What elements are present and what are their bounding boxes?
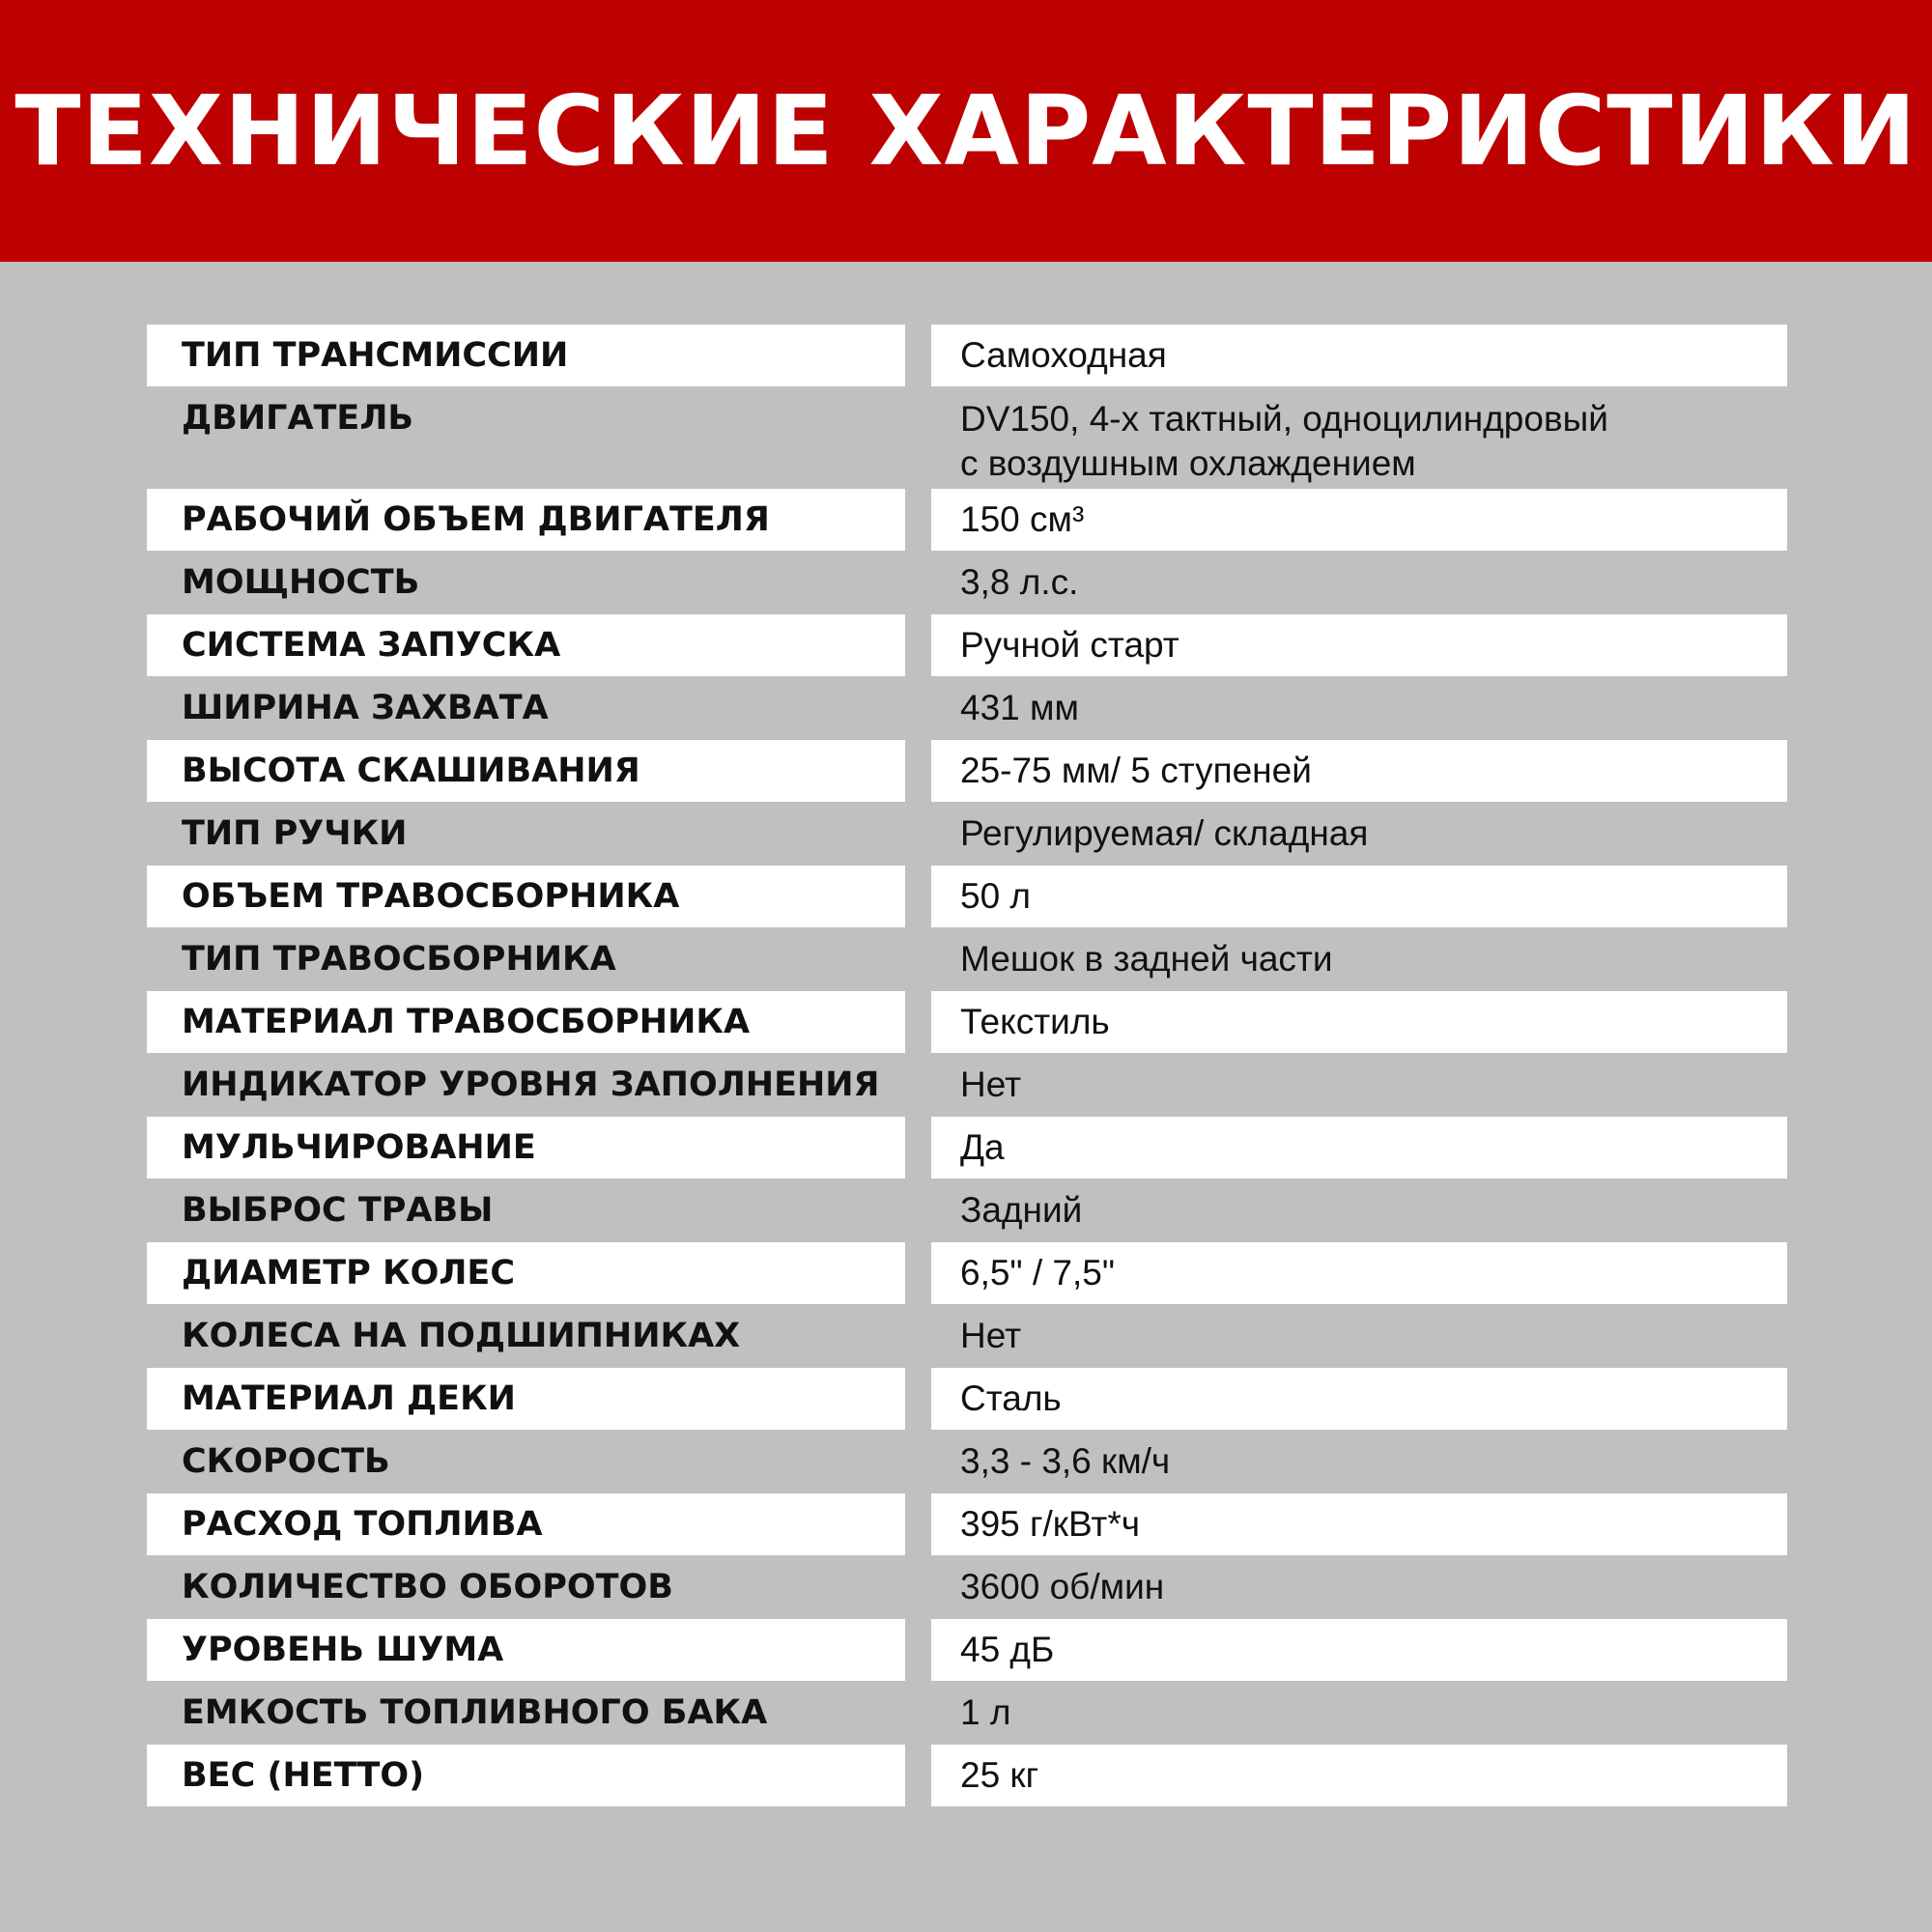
spec-value: 3,3 - 3,6 км/ч (960, 1441, 1171, 1481)
spec-label: ВЫСОТА СКАШИВАНИЯ (182, 752, 640, 790)
spec-row-wheel-bearings (147, 1305, 1787, 1367)
spec-value-line2: с воздушным охлаждением (960, 443, 1416, 483)
spec-label-cell (147, 1117, 905, 1179)
spec-value-cell (931, 740, 1787, 802)
spec-label: ТИП ТРАВОСБОРНИКА (182, 940, 616, 979)
spec-label: КОЛИЧЕСТВО ОБОРОТОВ (182, 1568, 673, 1606)
spec-label: ШИРИНА ЗАХВАТА (182, 689, 549, 727)
spec-row-fill-indicator (147, 1054, 1787, 1116)
spec-label-cell (147, 1179, 905, 1241)
spec-label: СИСТЕМА ЗАПУСКА (182, 626, 561, 665)
spec-value-cell (931, 866, 1787, 927)
spec-value: DV150, 4-х тактный, одноцилиндровый (960, 399, 1608, 439)
spec-value: Да (960, 1127, 1005, 1167)
spec-value: 25 кг (960, 1755, 1039, 1795)
spec-value-cell (931, 1054, 1787, 1116)
spec-label: ДИАМЕТР КОЛЕС (182, 1254, 516, 1293)
spec-value: 6,5" / 7,5" (960, 1253, 1115, 1293)
spec-value: 3600 об/мин (960, 1567, 1165, 1606)
spec-label: МОЩНОСТЬ (182, 563, 420, 602)
spec-row-displacement (147, 489, 1787, 551)
spec-label-cell (147, 1305, 905, 1367)
spec-value-cell (931, 489, 1787, 551)
spec-label-cell (147, 489, 905, 551)
spec-value-cell (931, 677, 1787, 739)
spec-row-transmission (147, 325, 1787, 386)
spec-value-cell (931, 1619, 1787, 1681)
spec-label: ЕМКОСТЬ ТОПЛИВНОГО БАКА (182, 1693, 768, 1732)
spec-value: Сталь (960, 1378, 1062, 1418)
spec-row-cutting-width (147, 677, 1787, 739)
spec-value-cell (931, 387, 1787, 488)
spec-label-cell (147, 1745, 905, 1806)
spec-row-discharge (147, 1179, 1787, 1241)
spec-value: Нет (960, 1316, 1022, 1355)
spec-label-cell (147, 1556, 905, 1618)
spec-row-catcher-material (147, 991, 1787, 1053)
spec-label-cell (147, 1619, 905, 1681)
spec-row-fuel-consumption (147, 1493, 1787, 1555)
spec-label-cell (147, 1242, 905, 1304)
spec-row-start-system (147, 614, 1787, 676)
spec-row-rpm (147, 1556, 1787, 1618)
spec-value: Мешок в задней части (960, 939, 1333, 979)
spec-value: Самоходная (960, 335, 1167, 375)
spec-label-cell (147, 1368, 905, 1430)
spec-label: ИНДИКАТОР УРОВНЯ ЗАПОЛНЕНИЯ (182, 1065, 880, 1104)
spec-label: ДВИГАТЕЛЬ (182, 399, 414, 438)
spec-label: ВЫБРОС ТРАВЫ (182, 1191, 494, 1230)
spec-label-cell (147, 677, 905, 739)
spec-label: МАТЕРИАЛ ДЕКИ (182, 1379, 516, 1418)
spec-value-cell (931, 928, 1787, 990)
spec-value: Ручной старт (960, 625, 1179, 665)
spec-label-cell (147, 740, 905, 802)
spec-row-catcher-volume (147, 866, 1787, 927)
spec-label: СКОРОСТЬ (182, 1442, 390, 1481)
spec-value-cell (931, 1493, 1787, 1555)
spec-value: 3,8 л.с. (960, 562, 1079, 602)
spec-row-mulching (147, 1117, 1787, 1179)
spec-value-cell (931, 1682, 1787, 1744)
spec-label: ТИП РУЧКИ (182, 814, 408, 853)
spec-row-deck-material (147, 1368, 1787, 1430)
spec-value: Регулируемая/ складная (960, 813, 1369, 853)
spec-label-cell (147, 928, 905, 990)
spec-label: ОБЪЕМ ТРАВОСБОРНИКА (182, 877, 680, 916)
spec-label-cell (147, 552, 905, 613)
spec-label-cell (147, 614, 905, 676)
spec-row-catcher-type (147, 928, 1787, 990)
spec-value-cell (931, 1368, 1787, 1430)
spec-row-power (147, 552, 1787, 613)
spec-value-cell (931, 1745, 1787, 1806)
spec-row-speed (147, 1431, 1787, 1492)
spec-label-cell (147, 325, 905, 386)
spec-value-cell (931, 1431, 1787, 1492)
spec-value-cell (931, 803, 1787, 865)
spec-value: 25-75 мм/ 5 ступеней (960, 751, 1312, 790)
spec-label: МУЛЬЧИРОВАНИЕ (182, 1128, 536, 1167)
spec-label-cell (147, 991, 905, 1053)
spec-label-cell (147, 1431, 905, 1492)
spec-value: Нет (960, 1065, 1022, 1104)
spec-value: 50 л (960, 876, 1032, 916)
spec-value-cell (931, 991, 1787, 1053)
spec-label-cell (147, 803, 905, 865)
spec-label-cell (147, 1682, 905, 1744)
spec-value: 1 л (960, 1692, 1011, 1732)
spec-row-net-weight (147, 1745, 1787, 1806)
spec-value-cell (931, 1179, 1787, 1241)
spec-value-cell (931, 614, 1787, 676)
spec-row-cutting-height (147, 740, 1787, 802)
spec-label: ТИП ТРАНСМИССИИ (182, 336, 569, 375)
spec-label: МАТЕРИАЛ ТРАВОСБОРНИКА (182, 1003, 751, 1041)
spec-row-noise-level (147, 1619, 1787, 1681)
spec-label: УРОВЕНЬ ШУМА (182, 1631, 504, 1669)
spec-value-cell (931, 1117, 1787, 1179)
spec-value: 150 см³ (960, 499, 1085, 539)
spec-value: 431 мм (960, 688, 1079, 727)
spec-label-cell (147, 1054, 905, 1116)
spec-value: 395 г/кВт*ч (960, 1504, 1141, 1544)
spec-label: РАСХОД ТОПЛИВА (182, 1505, 543, 1544)
spec-label-cell (147, 387, 905, 488)
spec-row-fuel-tank (147, 1682, 1787, 1744)
spec-row-engine (147, 387, 1787, 488)
spec-value-cell (931, 1305, 1787, 1367)
page-title: ТЕХНИЧЕСКИЕ ХАРАКТЕРИСТИКИ (14, 74, 1918, 187)
header-banner (0, 0, 1932, 262)
spec-value-cell (931, 1242, 1787, 1304)
spec-value-cell (931, 1556, 1787, 1618)
spec-label: КОЛЕСА НА ПОДШИПНИКАХ (182, 1317, 741, 1355)
spec-value: Задний (960, 1190, 1083, 1230)
spec-value-cell (931, 325, 1787, 386)
spec-label: РАБОЧИЙ ОБЪЕМ ДВИГАТЕЛЯ (182, 500, 770, 539)
spec-row-handle-type (147, 803, 1787, 865)
spec-value: Текстиль (960, 1002, 1110, 1041)
spec-label-cell (147, 1493, 905, 1555)
spec-label-cell (147, 866, 905, 927)
specs-table (147, 325, 1787, 1807)
spec-row-wheel-diameter (147, 1242, 1787, 1304)
spec-value: 45 дБ (960, 1630, 1055, 1669)
spec-label: ВЕС (НЕТТО) (182, 1756, 425, 1795)
spec-value-cell (931, 552, 1787, 613)
